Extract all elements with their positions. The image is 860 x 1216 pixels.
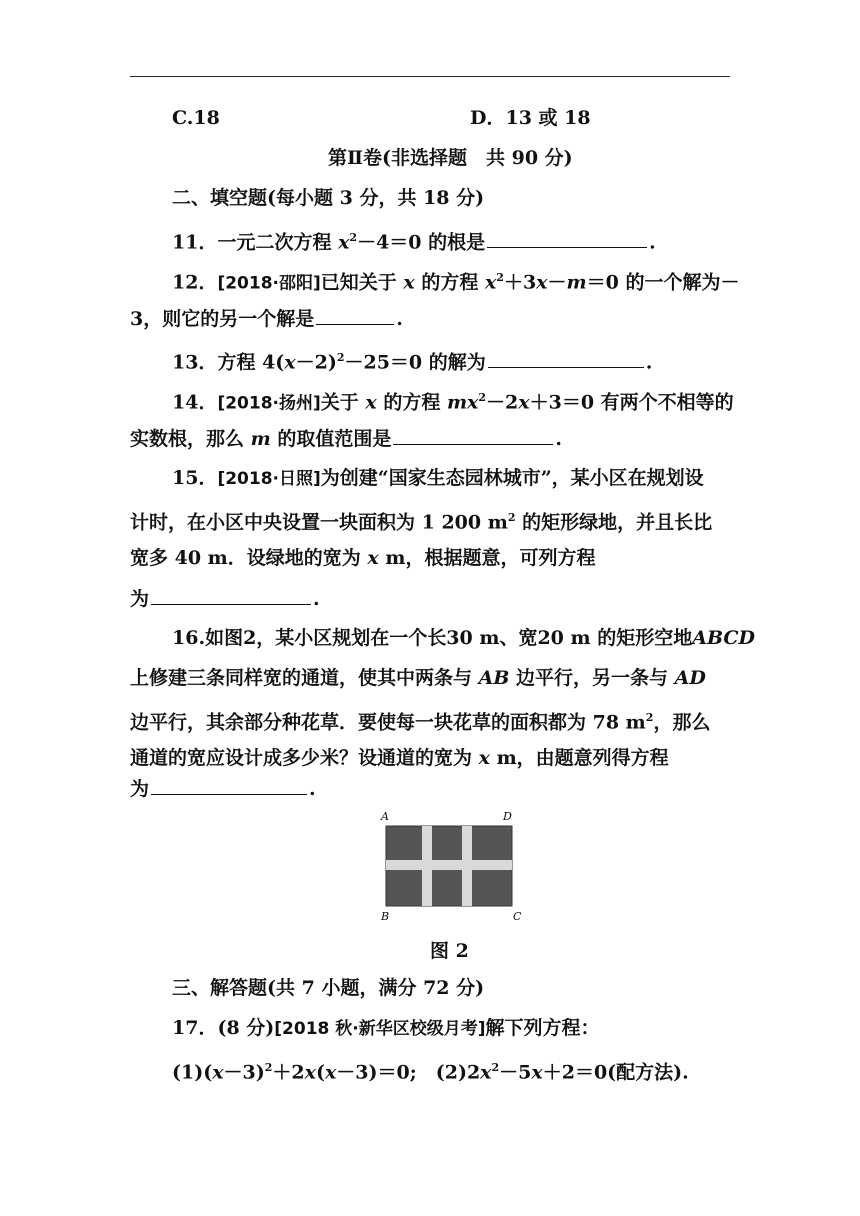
q17-p1e: －3)＝0;: [336, 1061, 436, 1084]
answer-blank[interactable]: [316, 306, 394, 325]
q15-line3: 宽多 40 m．设绿地的宽为: [130, 547, 368, 569]
q16-line3: 边平行，其余部分种花草．要使每一块花草的面积都为 78 m: [130, 711, 646, 734]
var-x: x: [367, 547, 379, 569]
var-x: x: [518, 391, 530, 414]
corner-label-b: B: [381, 910, 390, 923]
q16-line4: 通道的宽应设计成多少米？设通道的宽为: [130, 747, 479, 769]
q14-source: [2018·扬州]: [217, 393, 321, 414]
answer-blank[interactable]: [488, 349, 644, 368]
section3-heading: [172, 976, 484, 1000]
exponent: 2: [496, 271, 504, 284]
q11-number: 11．: [172, 231, 218, 254]
var-ad: AD: [674, 667, 706, 689]
figure-2: [378, 810, 528, 930]
header-rule: [130, 76, 730, 77]
question-16-line4: [130, 746, 669, 770]
exponent: 2: [491, 1061, 500, 1074]
var-x: x: [212, 1061, 224, 1084]
q11-end: .: [649, 231, 656, 254]
var-x: x: [536, 271, 548, 294]
q16-line2b: 边平行，另一条与: [509, 667, 675, 689]
q17-number: 17．: [172, 1017, 218, 1039]
var-m: m: [566, 271, 587, 294]
q15-line2b: 的矩形绿地，并且长比: [515, 511, 713, 534]
part2-title: 第Ⅱ卷(非选择题 共 90 分): [328, 147, 573, 169]
q12-text2: 的方程: [414, 271, 485, 294]
q14-text3: －2: [486, 391, 519, 414]
q17-source: [2018 秋·新华区校级月考]: [274, 1019, 486, 1039]
q17-points: (8 分): [217, 1017, 275, 1039]
question-17: [172, 1016, 600, 1041]
q12-text3: ＋3: [503, 271, 537, 294]
q17-p2b: －5: [499, 1061, 532, 1084]
q15-end: .: [313, 588, 320, 610]
q14-text2: 的方程: [376, 391, 447, 414]
q16-line2: 上修建三条同样宽的通道，使其中两条与: [130, 667, 479, 689]
q14-text4: ＋3＝0 有两个不相等的: [529, 391, 734, 414]
q12-number: 12．: [172, 271, 218, 294]
answer-blank[interactable]: [487, 229, 647, 248]
section2-heading: [172, 186, 484, 210]
question-13: [172, 346, 652, 374]
var-x: x: [338, 231, 350, 254]
vertical-path-right: [462, 826, 472, 906]
var-mx: mx: [446, 391, 479, 414]
var-x: x: [484, 271, 497, 294]
var-ab: AB: [478, 667, 510, 689]
question-16-line5: [130, 776, 316, 801]
section3-note: (共 7 小题，满分 72 分): [267, 977, 485, 999]
q11-text: 一元二次方程: [217, 231, 339, 254]
q17-p1: (1)(: [172, 1061, 213, 1084]
exponent: 2: [336, 351, 345, 364]
q13-number: 13．: [172, 351, 218, 374]
section2-note: (每小题 3 分，共 18 分): [267, 187, 485, 209]
question-11: [172, 226, 656, 254]
q12-line2: 3，则它的另一个解是: [130, 308, 315, 330]
q12-source: [2018·邵阳]: [217, 273, 321, 294]
answer-blank[interactable]: [393, 426, 553, 445]
var-x: x: [365, 391, 377, 414]
question-16-line3: [130, 706, 710, 734]
vertical-path-left: [422, 826, 432, 906]
corner-label-a: A: [381, 810, 389, 823]
field-diagram: [378, 810, 528, 930]
question-15: [172, 466, 704, 491]
q15-number: 15．: [172, 467, 218, 489]
q16-line3b: ，那么: [653, 711, 711, 734]
q11-text2: －4＝0 的根是: [357, 231, 486, 254]
q15-line3b: m，根据题意，可列方程: [378, 547, 596, 569]
question-14: [172, 386, 734, 415]
question-15-line4: [130, 586, 320, 611]
q17-text: 解下列方程：: [485, 1017, 600, 1039]
q14-line2b: 的取值范围是: [270, 428, 392, 450]
q17-p2c: ＋2＝0(配方法).: [542, 1061, 689, 1084]
q13-text: 方程 4(: [217, 351, 285, 374]
q16-line5: 为: [130, 778, 150, 800]
q16-end: .: [309, 778, 316, 800]
q15-line4: 为: [130, 588, 150, 610]
exponent: 2: [507, 511, 516, 524]
question-15-line3: [130, 546, 595, 570]
option-c: C.18: [172, 107, 220, 129]
question-15-line2: [130, 506, 712, 534]
horizontal-path: [386, 860, 512, 870]
q14-text: 关于: [320, 391, 366, 414]
q15-line2: 计时，在小区中央设置一块面积为 1 200 m: [130, 511, 508, 534]
q16-number: 16.: [172, 627, 206, 649]
var-x: x: [324, 1061, 337, 1084]
question-14-line2: [130, 426, 562, 451]
var-x: x: [480, 1061, 492, 1084]
corner-label-c: C: [513, 910, 522, 923]
option-d: D．13 或 18: [470, 107, 591, 129]
answer-blank[interactable]: [151, 586, 311, 605]
q14-number: 14．: [172, 391, 218, 414]
section3-head: 三、解答题: [172, 977, 268, 999]
exponent: 2: [349, 231, 358, 244]
q17-p1b: －3): [223, 1061, 265, 1084]
question-17-parts: [172, 1056, 689, 1084]
q16-text: 如图2，某小区规划在一个长30 m、宽20 m 的矩形空地: [205, 627, 693, 649]
var-x: x: [284, 351, 296, 374]
exponent: 2: [645, 711, 654, 724]
answer-blank[interactable]: [151, 776, 307, 795]
corner-label-d: D: [503, 810, 512, 823]
q15-text: 为创建“国家生态园林城市”，某小区在规划设: [320, 467, 704, 489]
exponent: 2: [264, 1061, 273, 1074]
q14-line2: 实数根，那么: [130, 428, 251, 450]
var-x: x: [403, 271, 415, 294]
q12-text5: ＝0 的一个解为－: [586, 271, 740, 294]
q17-p1d: (: [315, 1061, 325, 1084]
var-abcd: ABCD: [692, 627, 755, 649]
var-m: m: [250, 428, 271, 450]
q12-text: 已知关于: [320, 271, 404, 294]
question-16: [172, 626, 755, 650]
var-x: x: [478, 747, 490, 769]
q12-end: .: [396, 308, 403, 330]
figure-caption: 图 2: [430, 940, 469, 962]
q17-p2: (2)2: [435, 1061, 481, 1084]
q16-line4b: m，由题意列得方程: [489, 747, 669, 769]
var-x: x: [531, 1061, 543, 1084]
q12-text4: －: [547, 271, 567, 294]
question-12-line2: [130, 306, 403, 331]
q14-end: .: [555, 428, 562, 450]
var-x: x: [304, 1061, 316, 1084]
q13-end: .: [645, 351, 653, 374]
question-12: [172, 266, 739, 295]
q13-text2: －2): [295, 351, 337, 374]
section2-head: 二、填空题: [172, 187, 268, 209]
question-16-line2: [130, 666, 706, 690]
q13-text3: －25＝0 的解为: [344, 351, 486, 374]
exponent: 2: [478, 391, 487, 404]
q15-source: [2018·日照]: [217, 469, 321, 489]
q17-p1c: ＋2: [272, 1061, 305, 1084]
